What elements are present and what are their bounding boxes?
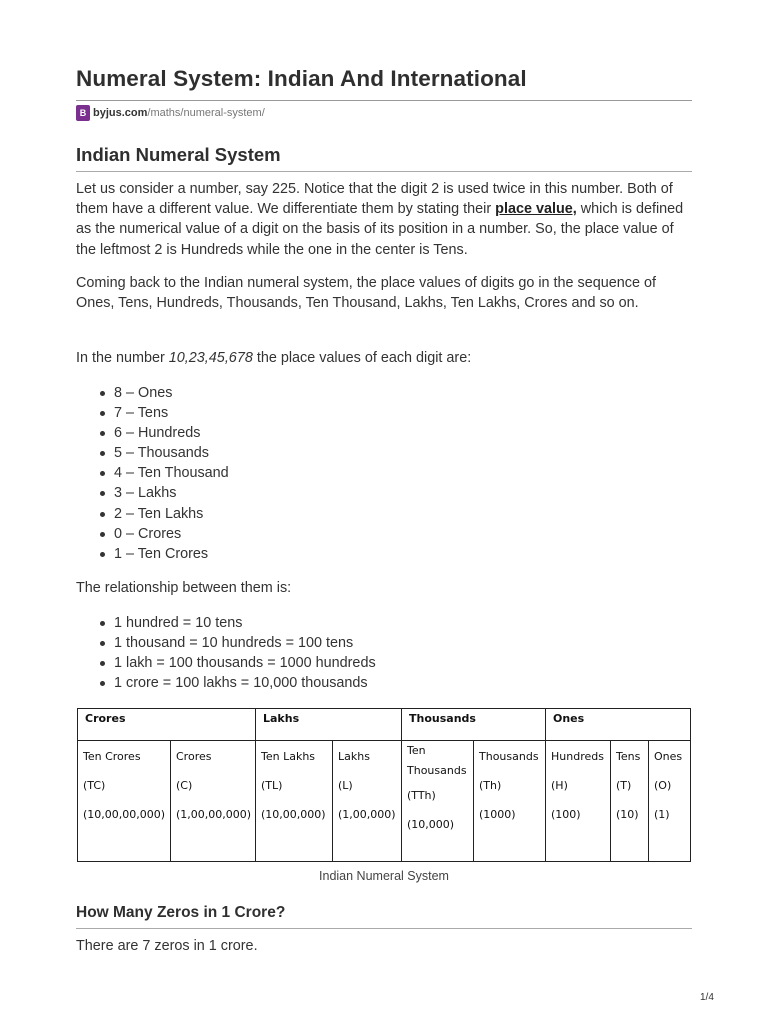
sequence-paragraph: Coming back to the Indian numeral system, the place values of digits go in the sequence of Ones, Tens, Hundreds, Thousands, Ten Thousand, Lakhs, Ten Lakhs, Crores and so on. [76,275,656,312]
source-path: /maths/numeral-system/ [147,107,265,119]
table-cell [546,741,611,862]
column-abbr: (TL) [261,779,283,792]
example-text-end: the place values of each digit are: [252,350,472,366]
column-value: (10,00,00,000) [83,808,166,821]
intro-text-start: Let us consider a number, say 225. Notice that the digit 2 is used twice in this number. Both of them have a different value. We differentiate them by stating their [76,181,673,218]
list-item: 6 – Hundreds [100,423,229,443]
column-abbr: (TC) [83,779,106,792]
example-text-start: In the number [76,350,169,366]
column-name: Crores [176,750,212,763]
section-divider [76,928,692,929]
table-group-header: Thousands [402,709,546,741]
table-cell [402,741,474,862]
column-name: Ten Lakhs [261,750,316,763]
source-domain: byjus.com [93,107,148,119]
column-name: Thousands [407,764,467,777]
list-item: 2 – Ten Lakhs [100,504,229,524]
section-heading-indian-numeral-system: Indian Numeral System [76,144,281,165]
column-abbr: (T) [616,779,632,792]
table-cell [333,741,402,862]
source-link[interactable] [76,105,265,121]
column-abbr: (Th) [479,779,502,792]
page-number: 1/4 [700,992,714,1003]
list-item: 8 – Ones [100,383,229,403]
column-name: Thousands [479,750,539,763]
column-name: Lakhs [338,750,370,763]
table-group-header: Crores [78,709,256,741]
column-name: Hundreds [551,750,604,763]
column-abbr: (L) [338,779,353,792]
table-cell [649,741,691,862]
digit-place-value-list [100,383,229,564]
table-caption: Indian Numeral System [319,869,449,883]
table-group-header: Ones [546,709,691,741]
relationship-list [100,613,376,693]
intro-text-end: which is defined as the numerical value of a digit on the basis of its position in a number. So, the place value of the leftmost 2 is Hundreds while the one in the center is Tens. [76,201,684,258]
section-divider [76,171,692,172]
column-name: Tens [616,750,641,763]
column-value: (10,000) [407,818,455,831]
example-number: 10,23,45,678 [168,350,253,366]
column-value: (1,00,00,000) [176,808,252,821]
place-value-table [77,708,691,862]
table-cell [78,741,171,862]
column-name: Ten [407,744,426,757]
table-cell [256,741,333,862]
list-item: 1 thousand = 10 hundreds = 100 tens [100,633,376,653]
table-group-header: Lakhs [256,709,402,741]
column-value: (100) [551,808,581,821]
table-cell [474,741,546,862]
place-value-link[interactable]: place value, [495,201,577,218]
column-name: Ten Crores [83,750,141,763]
list-item: 1 crore = 100 lakhs = 10,000 thousands [100,673,376,693]
column-value: (1000) [479,808,516,821]
table-cell [171,741,256,862]
column-abbr: (TTh) [407,789,436,802]
column-value: (1) [654,808,670,821]
list-item: 5 – Thousands [100,443,229,463]
column-value: (1,00,000) [338,808,396,821]
column-abbr: (O) [654,779,672,792]
list-item: 1 hundred = 10 tens [100,613,376,633]
column-abbr: (C) [176,779,193,792]
title-divider [76,100,692,101]
list-item: 4 – Ten Thousand [100,463,229,483]
list-item: 3 – Lakhs [100,483,229,503]
list-item: 1 – Ten Crores [100,544,229,564]
zeros-answer: There are 7 zeros in 1 crore. [76,938,258,954]
column-abbr: (H) [551,779,568,792]
example-paragraph [76,348,696,368]
column-name: Ones [654,750,683,763]
table-cell [611,741,649,862]
list-item: 7 – Tens [100,403,229,423]
byjus-logo-icon: B [76,105,90,121]
column-value: (10,00,000) [261,808,326,821]
relationship-intro: The relationship between them is: [76,580,292,596]
list-item: 1 lakh = 100 thousands = 1000 hundreds [100,653,376,673]
list-item: 0 – Crores [100,524,229,544]
intro-paragraph [76,179,696,260]
section-heading-zeros-in-crore: How Many Zeros in 1 Crore? [76,904,286,921]
page-title: Numeral System: Indian And International [76,66,527,91]
column-value: (10) [616,808,639,821]
